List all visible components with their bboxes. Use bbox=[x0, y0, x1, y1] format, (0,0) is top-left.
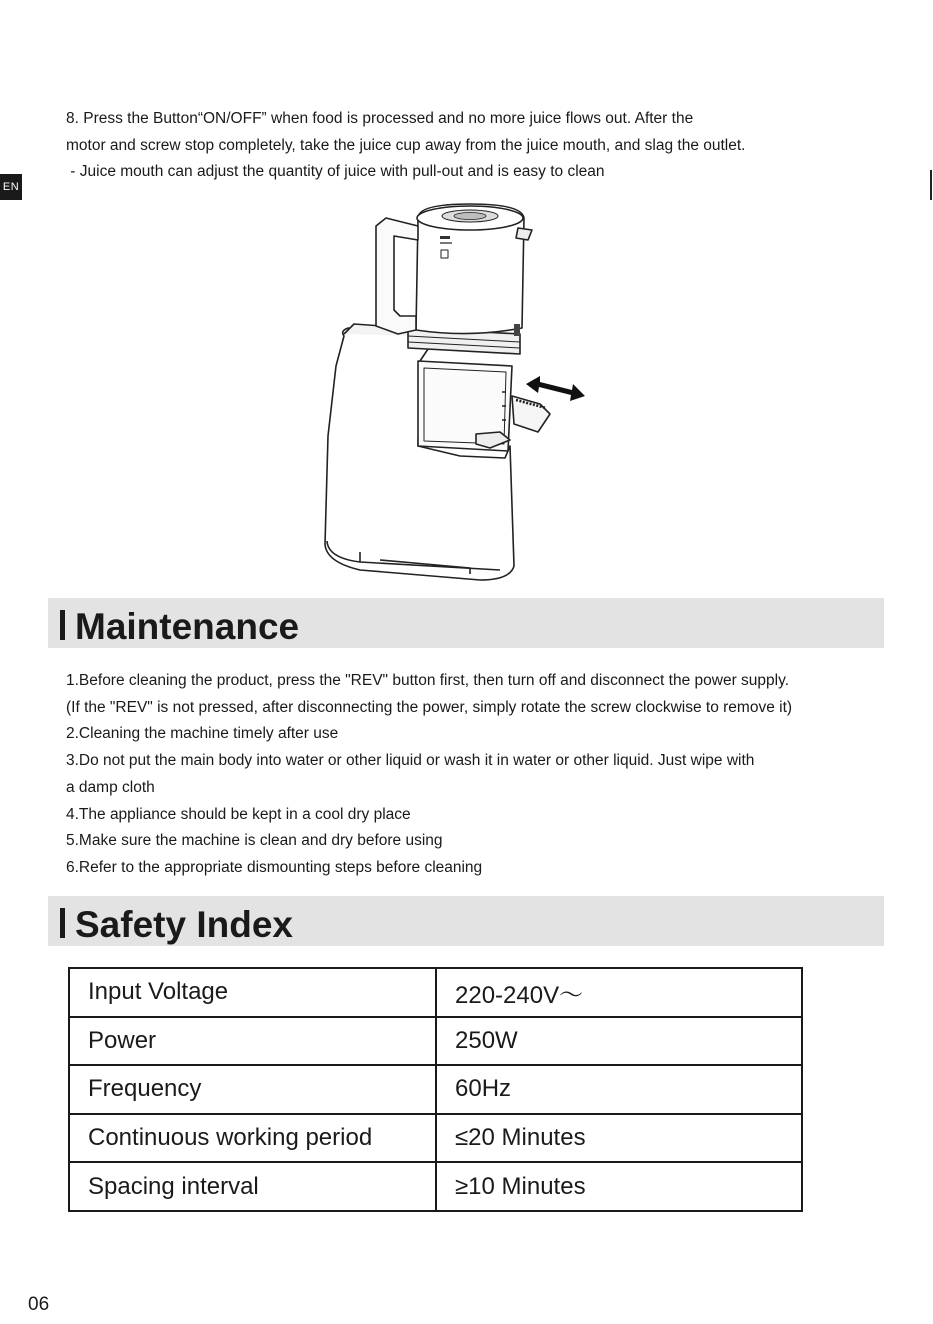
double-arrow-icon bbox=[526, 376, 585, 401]
list-item: a damp cloth bbox=[66, 778, 155, 796]
maintenance-section-header bbox=[48, 598, 884, 648]
list-item: 1.Before cleaning the product, press the "REV" button first, then turn off and disconnect the power supply. bbox=[66, 672, 789, 689]
safety-spec-table bbox=[68, 967, 803, 1212]
juice-mouth-note: - Juice mouth can adjust the quantity of juice with pull-out and is easy to clean bbox=[66, 163, 605, 180]
table-row bbox=[69, 968, 802, 1017]
spec-value: 220-240V～ bbox=[436, 968, 802, 1017]
list-item: 2.Cleaning the machine timely after use bbox=[66, 725, 339, 743]
table-row bbox=[69, 1162, 802, 1211]
spec-value: 250W bbox=[436, 1017, 802, 1066]
step-8-line-1: 8. Press the Button“ON/OFF” when food is processed and no more juice flows out. After the bbox=[66, 110, 694, 127]
list-item: 3.Do not put the main body into water or other liquid or wash it in water or other liquid. Just wipe with bbox=[66, 752, 755, 770]
page-number: 06 bbox=[28, 1294, 50, 1315]
table-row bbox=[69, 1065, 802, 1114]
spec-label: Spacing interval bbox=[69, 1162, 436, 1211]
edge-marker bbox=[930, 170, 932, 200]
spec-label: Frequency bbox=[69, 1065, 436, 1114]
maintenance-list bbox=[66, 668, 926, 882]
safety-index-title: Safety Index bbox=[75, 904, 293, 945]
list-item: 4.The appliance should be kept in a cool dry place bbox=[66, 805, 411, 823]
maintenance-title: Maintenance bbox=[75, 606, 300, 647]
table-row bbox=[69, 1114, 802, 1163]
list-item: (If the "REV" is not pressed, after disconnecting the power, simply rotate the screw clockwise to remove it) bbox=[66, 698, 793, 716]
slow-juicer-illustration bbox=[300, 196, 600, 588]
step-8-instructions bbox=[66, 106, 906, 186]
spec-value: ≤20 Minutes bbox=[436, 1114, 802, 1163]
spec-label: Power bbox=[69, 1017, 436, 1066]
section-bar-marker bbox=[60, 908, 65, 938]
list-item: 6.Refer to the appropriate dismounting steps before cleaning bbox=[66, 858, 483, 876]
step-8-line-2: motor and screw stop completely, take the juice cup away from the juice mouth, and slag the outlet. bbox=[66, 136, 746, 154]
section-bar-marker bbox=[60, 610, 65, 640]
list-item: 5.Make sure the machine is clean and dry before using bbox=[66, 832, 443, 850]
spec-value: ≥10 Minutes bbox=[436, 1162, 802, 1211]
language-tab: EN bbox=[0, 174, 22, 200]
spec-label: Input Voltage bbox=[69, 968, 436, 1017]
safety-index-section-header bbox=[48, 896, 884, 946]
juicer-drawing bbox=[300, 196, 600, 588]
table-row bbox=[69, 1017, 802, 1066]
spec-label: Continuous working period bbox=[69, 1114, 436, 1163]
spec-value: 60Hz bbox=[436, 1065, 802, 1114]
